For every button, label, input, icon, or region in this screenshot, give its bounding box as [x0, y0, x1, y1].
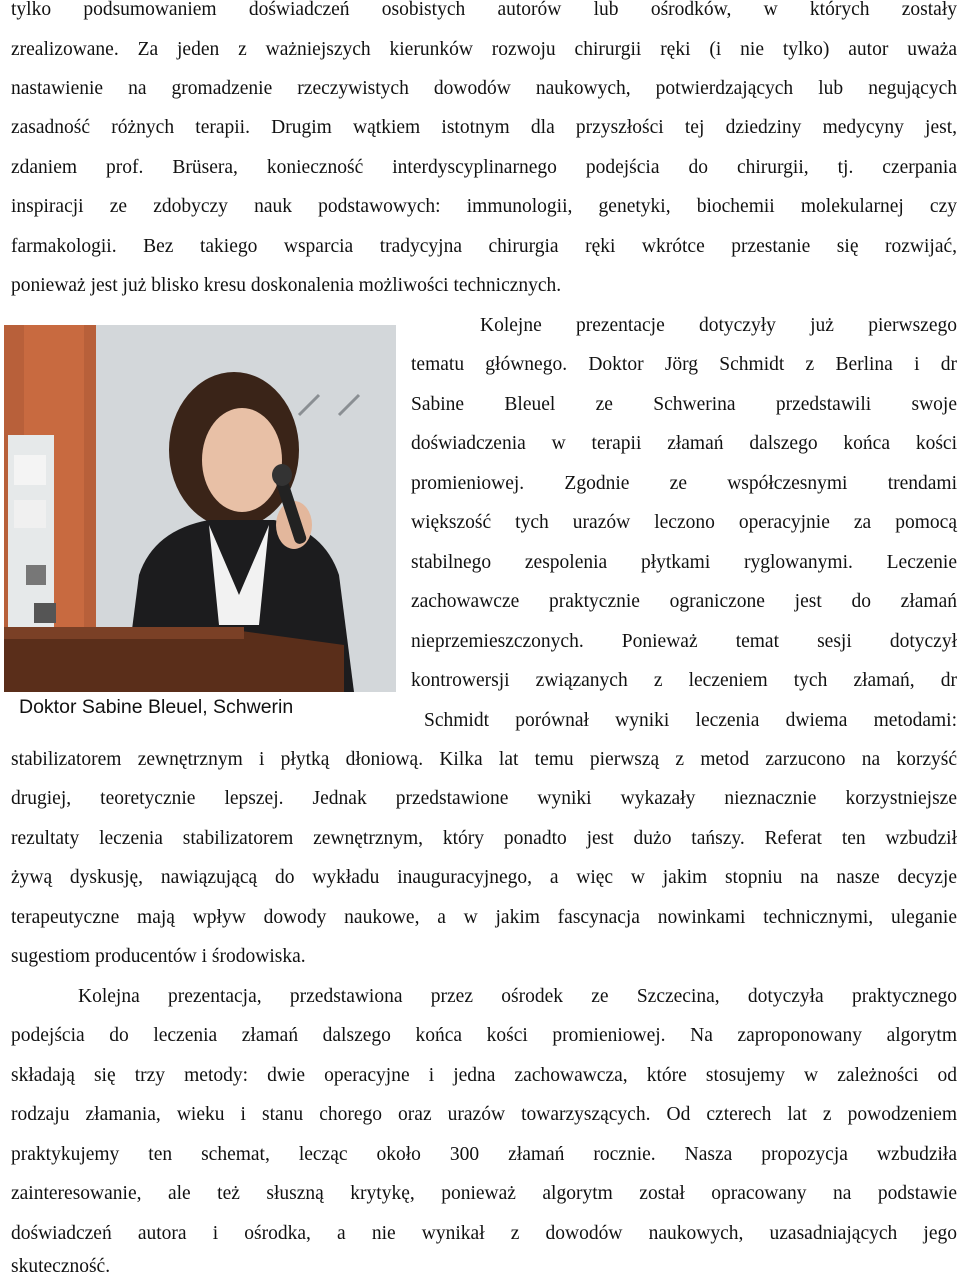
text-line: doświadczeń autora i ośrodka, a nie wynikał z dowodów naukowych, uzasadniających jego	[11, 1223, 957, 1244]
text-line: rezultaty leczenia stabilizatorem zewnętrznym, który ponadto jest dużo tańszy. Referat ten wzbudził	[11, 828, 957, 849]
text-line: zasadność różnych terapii. Drugim wątkiem istotnym dla przyszłości tej dziedziny medycyny jest,	[11, 117, 957, 138]
text-line: zrealizowane. Za jeden z ważniejszych kierunków rozwoju chirurgii ręki (i nie tylko) autor uważa	[11, 39, 957, 60]
text-line: Sabine Bleuel ze Schwerina przedstawili swoje	[411, 394, 957, 415]
text-line: terapeutyczne mają wpływ dowody naukowe, a w jakim fascynacja nowinkami technicznymi, uleganie	[11, 907, 957, 928]
text-line: doświadczenia w terapii złamań dalszego końca kości	[411, 433, 957, 454]
text-line: większość tych urazów leczono operacyjnie za pomocą	[411, 512, 957, 533]
text-line: zdaniem prof. Brüsera, konieczność interdyscyplinarnego podejścia do chirurgii, tj. czerpania	[11, 157, 957, 178]
text-line: praktykujemy ten schemat, lecząc około 300 złamań rocznie. Nasza propozycja wzbudziła	[11, 1144, 957, 1165]
text-line: składają się trzy metody: dwie operacyjne i jedna zachowawcza, które stosujemy w zależności od	[11, 1065, 957, 1086]
text-line: Schmidt porównał wyniki leczenia dwiema metodami:	[424, 710, 957, 731]
text-line: podejścia do leczenia złamań dalszego końca kości promieniowej. Na zaproponowany algorytm	[11, 1025, 957, 1046]
text-line: tematu głównego. Doktor Jörg Schmidt z Berlina i dr	[411, 354, 957, 375]
text-line: stabilizatorem zewnętrznym i płytką dłoniową. Kilka lat temu pierwszą z metod zarzucono na korzyść	[11, 749, 957, 770]
text-line: stabilnego zespolenia płytkami ryglowanymi. Leczenie	[411, 552, 957, 573]
speaker-photo	[4, 325, 396, 692]
text-line: kontrowersji związanych z leczeniem tych złamań, dr	[411, 670, 957, 691]
text-line: zainteresowanie, ale też słuszną krytykę, ponieważ algorytm został opracowany na podstawie	[11, 1183, 957, 1204]
text-line: żywą dyskusję, nawiązującą do wykładu inauguracyjnego, a więc w jakim stopniu na nasze decyzje	[11, 867, 957, 888]
text-line: skuteczność.	[11, 1256, 111, 1277]
text-line: tylko podsumowaniem doświadczeń osobistych autorów lub ośrodków, w których zostały	[11, 0, 957, 20]
text-line: ponieważ jest już blisko kresu doskonalenia możliwości technicznych.	[11, 275, 562, 296]
text-line: sugestiom producentów i środowiska.	[11, 946, 306, 967]
text-line: drugiej, teoretycznie lepszej. Jednak przedstawione wyniki wykazały nieznacznie korzystniejsze	[11, 788, 957, 809]
photo-caption: Doktor Sabine Bleuel, Schwerin	[19, 696, 294, 718]
text-line: promieniowej. Zgodnie ze współczesnymi trendami	[411, 473, 957, 494]
text-line: nieprzemieszczonych. Ponieważ temat sesji dotyczył	[411, 631, 957, 652]
text-line: Kolejne prezentacje dotyczyły już pierwszego	[480, 315, 957, 336]
text-line: farmakologii. Bez takiego wsparcia tradycyjna chirurgia ręki wkrótce przestanie się rozwijać,	[11, 236, 957, 257]
text-line: rodzaju złamania, wieku i stanu chorego oraz urazów towarzyszących. Od czterech lat z powodzeniem	[11, 1104, 957, 1125]
text-line: zachowawcze praktycznie ograniczone jest do złamań	[411, 591, 957, 612]
text-line: Kolejna prezentacja, przedstawiona przez ośrodek ze Szczecina, dotyczyła praktycznego	[78, 986, 957, 1007]
text-line: inspiracji ze zdobyczy nauk podstawowych: immunologii, genetyki, biochemii molekularnej czy	[11, 196, 957, 217]
text-line: nastawienie na gromadzenie rzeczywistych dowodów naukowych, potwierdzających lub negujących	[11, 78, 957, 99]
